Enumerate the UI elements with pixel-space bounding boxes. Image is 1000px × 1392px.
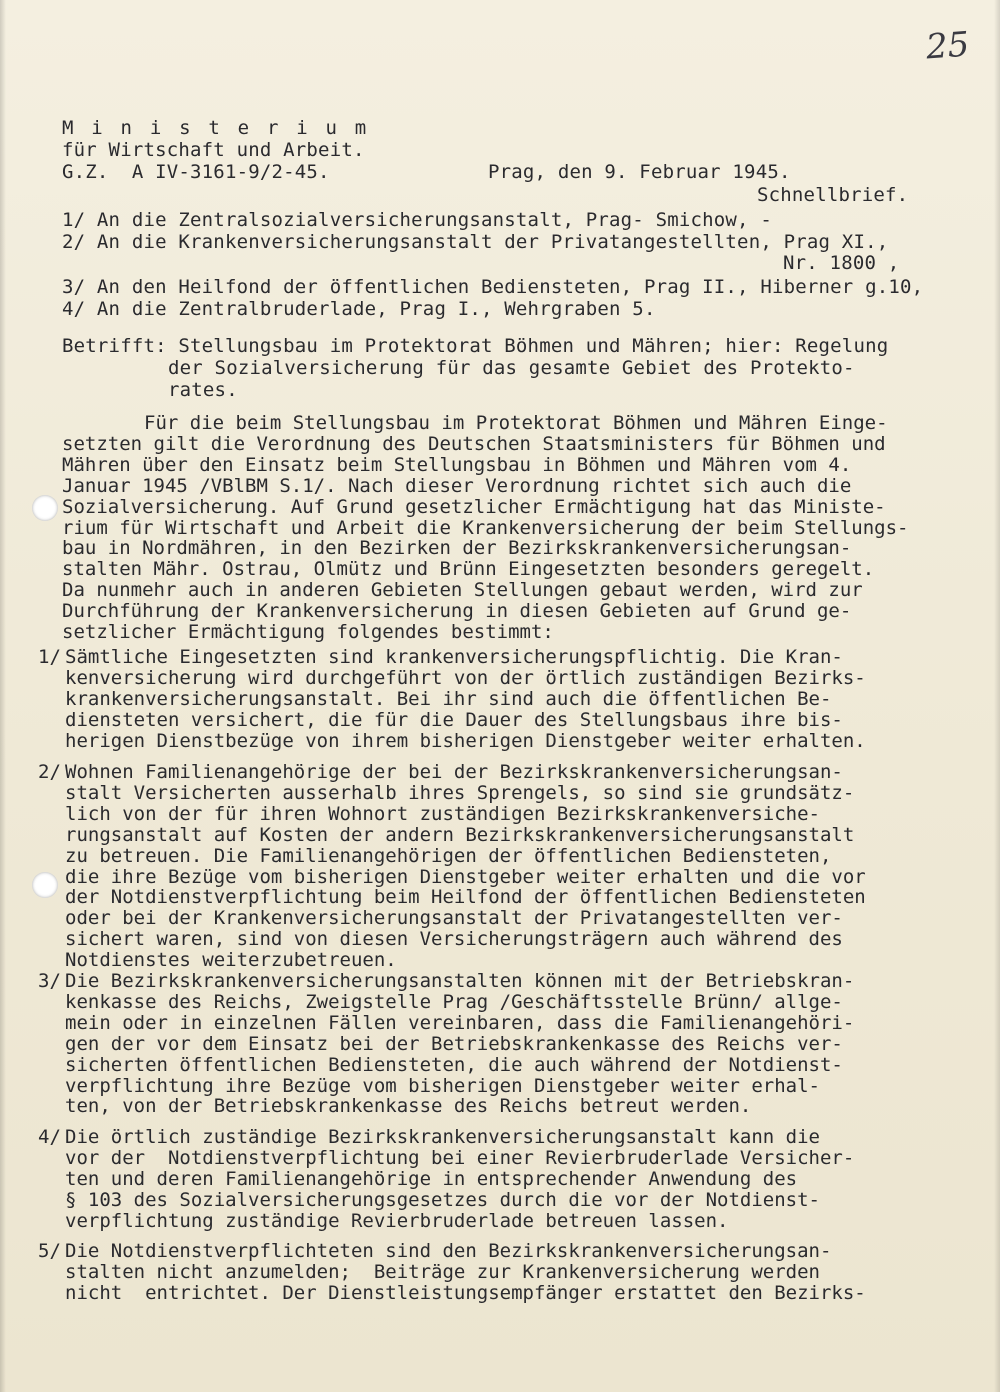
intro-line: Sozialversicherung. Auf Grund gesetzlicher Ermächtigung hat das Ministe-	[62, 495, 886, 518]
item-line: krankenversicherungsanstalt. Bei ihr sind auch die öffentlichen Be-	[65, 687, 832, 710]
intro-line: Für die beim Stellungsbau im Protektorat Böhmen und Mähren Einge-	[144, 412, 888, 434]
item-line: Notdienstes weiterzubetreuen.	[65, 949, 397, 972]
item-line: gen der vor dem Einsatz bei der Betriebskrankenkasse des Reichs ver-	[65, 1032, 843, 1055]
recipient-2: 2/ An die Krankenversicherungsanstalt der Privatangestellten, Prag XI.,	[62, 231, 889, 253]
item-line: mein oder in einzelnen Fällen vereinbaren, dass die Familienangehöri-	[65, 1011, 855, 1034]
recipient-4: 4/ An die Zentralbruderlade, Prag I., Wehrgraben 5.	[62, 298, 656, 320]
urgent-letter-marker: Schnellbrief.	[757, 184, 909, 206]
item-4-text	[65, 1127, 854, 1232]
place-date: Prag, den 9. Februar 1945.	[488, 161, 791, 183]
item-line: lich von der für ihren Wohnort zuständigen Bezirkskrankenversiche-	[65, 802, 820, 825]
ministry-heading: M i n i s t e r i u m	[62, 117, 370, 139]
item-line: stalt Versicherten ausserhalb ihres Sprengels, so sind sie grundsätz-	[65, 781, 855, 804]
item-line: Sämtliche Eingesetzten sind krankenversicherungspflichtig. Die Kran-	[65, 646, 843, 668]
item-line: ten, von der Betriebskrankenkasse des Reichs betreut werden.	[65, 1095, 752, 1118]
handwritten-page-number: 25	[924, 24, 971, 68]
item-line: sicherten öffentlichen Bediensteten, die auch während der Notdienst-	[65, 1053, 843, 1076]
recipient-1: 1/ An die Zentralsozialversicherungsanstalt, Prag- Smichow, -	[62, 209, 772, 231]
reference-number: G.Z. A IV-3161-9/2-45.	[62, 161, 330, 183]
item-line: der Notdienstverpflichtung beim Heilfond der öffentlichen Bediensteten	[65, 886, 866, 909]
item-line: rungsanstalt auf Kosten der andern Bezirkskrankenversicherungsanstalt	[65, 823, 855, 846]
item-number: 1/	[38, 646, 61, 668]
punch-hole	[32, 495, 58, 521]
ministry-subheading: für Wirtschaft und Arbeit.	[62, 139, 365, 161]
intro-line: setzten gilt die Verordnung des Deutschen Staatsministers für Böhmen und	[62, 432, 886, 455]
item-3-text	[65, 971, 854, 1117]
subject-line-3: rates.	[168, 379, 238, 401]
item-line: zu betreuen. Die Familienangehörigen der öffentlichen Bediensteten,	[65, 844, 832, 867]
intro-line: rium für Wirtschaft und Arbeit die Krankenversicherung der beim Stellungs-	[62, 516, 909, 539]
item-line: Die örtlich zuständige Bezirkskrankenversicherungsanstalt kann die	[65, 1126, 820, 1148]
item-number: 3/	[38, 970, 61, 992]
intro-line: stalten Mähr. Ostrau, Olmütz und Brünn Eingesetzten besonders geregelt.	[62, 558, 875, 581]
item-line: diensteten versichert, die für die Dauer des Stellungsbaus ihre bis-	[65, 708, 843, 731]
subject-line-2: der Sozialversicherung für das gesamte Gebiet des Protekto-	[168, 357, 855, 379]
item-line: verpflichtung zuständige Revierbruderlade betreuen lassen.	[65, 1209, 729, 1232]
item-line: kenkasse des Reichs, Zweigstelle Prag /Geschäftsstelle Brünn/ allge-	[65, 990, 843, 1013]
item-5-text	[65, 1241, 866, 1304]
item-line: ten und deren Familienangehörige in entsprechender Anwendung des	[65, 1167, 798, 1190]
intro-line: bau in Nordmähren, in den Bezirken der Bezirkskrankenversicherungsan-	[62, 537, 852, 560]
paper-edge-left	[0, 0, 6, 1392]
recipient-2-number: Nr. 1800 ,	[783, 252, 900, 274]
recipient-3: 3/ An den Heilfond der öffentlichen Bediensteten, Prag II., Hiberner g.10,	[62, 276, 924, 298]
item-line: oder bei der Krankenversicherungsanstalt der Privatangestellten ver-	[65, 907, 843, 930]
item-number: 5/	[38, 1240, 61, 1262]
intro-line: Durchführung der Krankenversicherung in diesen Gebieten auf Grund ge-	[62, 600, 852, 623]
item-2-text	[65, 762, 866, 971]
item-line: verpflichtung ihre Bezüge vom bisherigen Dienstgeber weiter erhal-	[65, 1074, 820, 1097]
item-1-text	[65, 647, 866, 752]
item-line: stalten nicht anzumelden; Beiträge zur Krankenversicherung werden	[65, 1260, 820, 1283]
item-line: die ihre Bezüge vom bisherigen Dienstgeber weiter erhalten und die vor	[65, 865, 866, 888]
intro-line: setzlicher Ermächtigung folgendes bestimmt:	[62, 621, 554, 644]
item-line: sichert waren, sind von diesen Versicherungsträgern auch während des	[65, 928, 843, 951]
item-line: kenversicherung wird durchgeführt von der örtlich zuständigen Bezirks-	[65, 666, 866, 689]
item-line: herigen Dienstbezüge von ihrem bisherigen Dienstgeber weiter erhalten.	[65, 729, 866, 752]
punch-hole	[32, 872, 58, 898]
intro-line: Mähren über den Einsatz beim Stellungsbau in Böhmen und Mähren vom 4.	[62, 453, 852, 476]
item-line: Die Bezirkskrankenversicherungsanstalten können mit der Betriebskran-	[65, 970, 855, 992]
item-line: nicht entrichtet. Der Dienstleistungsempfänger erstattet den Bezirks-	[65, 1281, 866, 1304]
intro-line: Januar 1945 /VBlBM S.1/. Nach dieser Verordnung richtet sich auch die	[62, 474, 852, 497]
intro-paragraph	[62, 413, 908, 643]
item-line: vor der Notdienstverpflichtung bei einer Revierbruderlade Versicher-	[65, 1146, 855, 1169]
item-line: § 103 des Sozialversicherungsgesetzes durch die vor der Notdienst-	[65, 1188, 820, 1211]
paper-edge-right	[994, 0, 1000, 1392]
item-number: 4/	[38, 1126, 61, 1148]
subject-line-1: Betrifft: Stellungsbau im Protektorat Böhmen und Mähren; hier: Regelung	[62, 335, 889, 357]
item-number: 2/	[38, 761, 61, 783]
item-line: Wohnen Familienangehörige der bei der Bezirkskrankenversicherungsan-	[65, 761, 843, 783]
intro-line: Da nunmehr auch in anderen Gebieten Stellungen gebaut werden, wird zur	[62, 579, 863, 602]
item-line: Die Notdienstverpflichteten sind den Bezirkskrankenversicherungsan-	[65, 1240, 832, 1262]
